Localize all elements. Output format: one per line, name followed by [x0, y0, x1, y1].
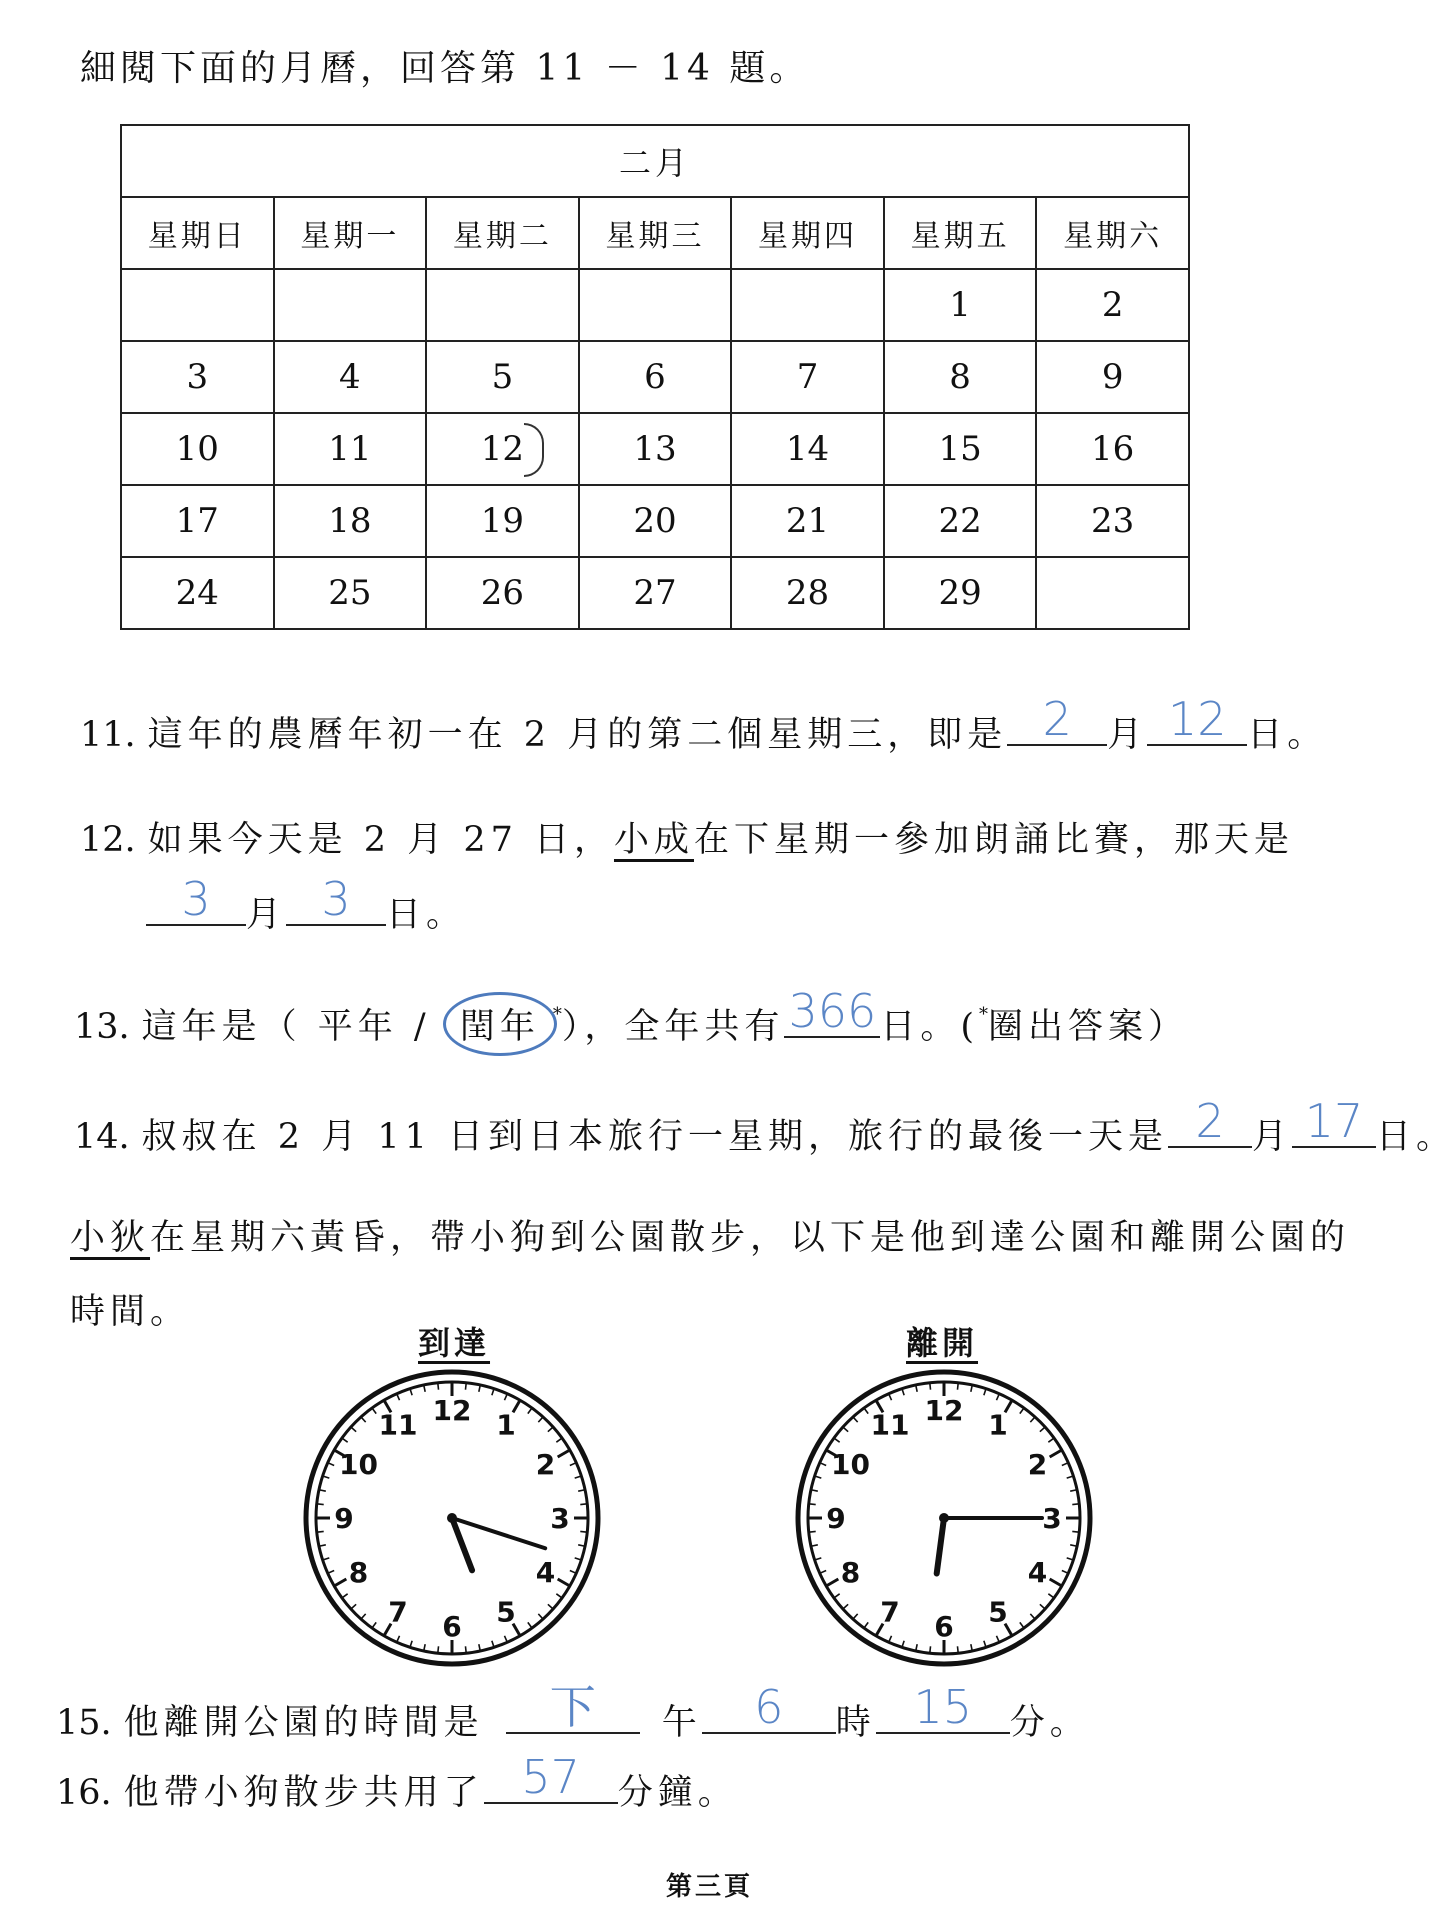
calendar-day: 9: [1036, 341, 1189, 413]
clock-numeral: 3: [550, 1502, 570, 1535]
answer-month: 2: [1042, 692, 1072, 746]
answer-blank[interactable]: [146, 872, 246, 926]
calendar-day: [426, 269, 579, 341]
clock-tick: [809, 1504, 816, 1505]
clock-center: [447, 1513, 457, 1523]
passage: [70, 1210, 1350, 1260]
answer-blank[interactable]: [286, 872, 386, 926]
unit-day: 日。: [1376, 1117, 1456, 1157]
clock-numeral: 12: [432, 1394, 472, 1427]
clock-numeral: 9: [826, 1502, 846, 1535]
question-14: [74, 1094, 1456, 1159]
answer-month: 2: [1195, 1094, 1225, 1148]
calendar-week: [121, 269, 1189, 341]
calendar-day: 24: [121, 557, 274, 629]
calendar-day: 29: [884, 557, 1037, 629]
calendar-day: 8: [884, 341, 1037, 413]
unit-hour: 時: [835, 1703, 876, 1743]
arrival-title: 到達: [418, 1324, 491, 1362]
calendar-week: [121, 485, 1189, 557]
calendar-week: [121, 413, 1189, 485]
calendar-day: 17: [121, 485, 274, 557]
clock-numeral: 6: [934, 1610, 954, 1643]
calendar-day: 5: [426, 341, 579, 413]
clock-tick: [317, 1531, 324, 1532]
calendar-day: 3: [121, 341, 274, 413]
clock-numeral: 10: [338, 1448, 378, 1481]
question-text: 這年是（ 平年 /: [141, 1007, 447, 1047]
unit-minutes: 分鐘。: [617, 1773, 738, 1813]
calendar-week: [121, 341, 1189, 413]
question-text: 叔叔在 2 月 11 日到日本旅行一星期，旅行的最後一天是: [141, 1117, 1168, 1157]
clock-numeral: 11: [378, 1408, 418, 1442]
answer-blank[interactable]: [784, 984, 880, 1038]
clock-center: [939, 1513, 949, 1523]
question-12: [80, 812, 1294, 862]
clock-numeral: 8: [840, 1556, 861, 1589]
clock-numeral: 5: [496, 1595, 516, 1629]
question-text: ），全年共有: [561, 1007, 785, 1047]
answer-blank[interactable]: [1292, 1094, 1376, 1148]
answer-period: 下: [549, 1680, 596, 1734]
clock-numeral: 9: [334, 1502, 354, 1535]
calendar-day: [579, 269, 732, 341]
clock-tick: [1072, 1504, 1079, 1505]
person-name: 小狄: [70, 1218, 151, 1258]
unit-day: 日。: [386, 895, 467, 935]
calendar-day: 27: [579, 557, 732, 629]
question-13: [74, 984, 1189, 1049]
calendar-day: [731, 269, 884, 341]
unit-day: 日。: [1247, 715, 1328, 755]
clock-numeral: 1: [988, 1408, 1008, 1442]
question-number: 13.: [74, 1007, 130, 1047]
calendar-day: 15: [884, 413, 1037, 485]
clock-tick: [1072, 1531, 1079, 1532]
answer-hour: 6: [754, 1680, 784, 1734]
calendar-day: 18: [274, 485, 427, 557]
weekday-header: 星期四: [731, 197, 884, 269]
clock-tick: [438, 1646, 439, 1653]
departure-clock: [794, 1368, 1094, 1668]
calendar-day: 13: [579, 413, 732, 485]
calendar-day: 20: [579, 485, 732, 557]
clock-numeral: 3: [1042, 1502, 1062, 1535]
calendar-week: [121, 557, 1189, 629]
unit-minute: 分。: [1009, 1703, 1090, 1743]
unit-month: 月: [1107, 715, 1148, 755]
calendar-day: 22: [884, 485, 1037, 557]
question-number: 11.: [80, 715, 136, 755]
clock-numeral: 6: [442, 1610, 462, 1643]
calendar-day: 1: [884, 269, 1037, 341]
question-text: 在下星期一參加朗誦比賽，那天是: [694, 820, 1295, 860]
clock-numeral: 12: [924, 1394, 964, 1427]
clock-tick: [317, 1504, 324, 1505]
passage-text: 在星期六黃昏，帶小狗到公園散步，以下是他到達公園和離開公園的: [150, 1218, 1351, 1258]
calendar-day-marked: [426, 413, 579, 485]
calendar-day: 19: [426, 485, 579, 557]
calendar-day: 23: [1036, 485, 1189, 557]
answer-days: 366: [788, 984, 877, 1038]
asterisk: *: [552, 1004, 562, 1025]
clock-numeral: 4: [535, 1556, 556, 1589]
clock-tick: [580, 1504, 587, 1505]
clock-numeral: 7: [880, 1595, 900, 1629]
question-text: 圈出答案）: [988, 1007, 1189, 1047]
answer-minute: 15: [913, 1680, 972, 1734]
calendar-day: 11: [274, 413, 427, 485]
calendar-day: 25: [274, 557, 427, 629]
question-number: 14.: [74, 1117, 130, 1157]
answer-blank[interactable]: [1147, 692, 1247, 746]
page-number: 第三頁: [666, 1872, 754, 1902]
clock-tick: [930, 1383, 931, 1390]
answer-day: 12: [1167, 692, 1227, 746]
question-text: 如果今天是 2 月 27 日，: [147, 820, 614, 860]
clock-tick: [930, 1646, 931, 1653]
answer-day: 17: [1304, 1094, 1364, 1148]
clock-tick: [809, 1531, 816, 1532]
answer-month: 3: [181, 872, 211, 926]
question-number: 15.: [56, 1703, 112, 1743]
unit-month: 月: [246, 895, 287, 935]
calendar-day: 10: [121, 413, 274, 485]
calendar-day-label: 12: [480, 429, 525, 469]
calendar-day: 14: [731, 413, 884, 485]
calendar-day: 7: [731, 341, 884, 413]
answer-blank[interactable]: [1007, 692, 1107, 746]
departure-title: 離開: [906, 1324, 979, 1362]
clock-numeral: 2: [535, 1448, 556, 1481]
question-11: [80, 692, 1328, 757]
answer-blank[interactable]: [506, 1680, 640, 1734]
clock-tick: [438, 1383, 439, 1390]
calendar-month-title: 二月: [121, 125, 1189, 197]
instructions: 細閱下面的月曆，回答第 11 － 14 題。: [80, 48, 810, 89]
question-16: [56, 1750, 738, 1815]
asterisk: *: [979, 1004, 989, 1025]
calendar-day: [1036, 557, 1189, 629]
answer-blank[interactable]: [876, 1680, 1010, 1734]
weekday-header: 星期一: [274, 197, 427, 269]
clock-numeral: 5: [988, 1595, 1008, 1629]
clock-numeral: 1: [496, 1408, 516, 1442]
clock-face: [302, 1368, 602, 1668]
answer-day: 3: [321, 872, 351, 926]
clock-tick: [465, 1646, 466, 1653]
unit-period: 午: [661, 1703, 702, 1743]
calendar-day: 26: [426, 557, 579, 629]
clock-numeral: 4: [1027, 1556, 1048, 1589]
february-calendar: [120, 124, 1190, 630]
calendar-day: 21: [731, 485, 884, 557]
weekday-header: 星期五: [884, 197, 1037, 269]
answer-blank[interactable]: [484, 1750, 618, 1804]
clock-numeral: 8: [348, 1556, 369, 1589]
pencil-mark: [524, 423, 544, 477]
clock-numeral: 2: [1027, 1448, 1048, 1481]
question-15: [56, 1680, 1090, 1745]
arrival-clock: [302, 1368, 602, 1668]
clock-numeral: 10: [830, 1448, 870, 1481]
answer-minutes: 57: [521, 1750, 580, 1804]
clock-numeral: 11: [870, 1408, 910, 1442]
passage-line-2: 時間。: [70, 1292, 191, 1332]
question-text: 這年的農曆年初一在 2 月的第二個星期三，即是: [147, 715, 1008, 755]
question-number: 16.: [56, 1773, 112, 1813]
calendar-day: 6: [579, 341, 732, 413]
clock-tick: [465, 1383, 466, 1390]
circled-option[interactable]: 閏年: [443, 992, 557, 1056]
answer-blank[interactable]: [702, 1680, 836, 1734]
calendar-day: 2: [1036, 269, 1189, 341]
calendar-day: [121, 269, 274, 341]
calendar-day: 28: [731, 557, 884, 629]
question-text: 日。(: [880, 1007, 980, 1047]
clock-tick: [957, 1383, 958, 1390]
question-text: 他離開公園的時間是: [123, 1703, 484, 1743]
calendar-day: 16: [1036, 413, 1189, 485]
question-number: 12.: [80, 820, 136, 860]
unit-month: 月: [1251, 1117, 1292, 1157]
person-name: 小成: [613, 820, 694, 860]
calendar-day: 4: [274, 341, 427, 413]
weekday-header: 星期日: [121, 197, 274, 269]
question-12-answer-line: [146, 872, 467, 937]
clock-numeral: 7: [388, 1595, 408, 1629]
answer-blank[interactable]: [1168, 1094, 1252, 1148]
clock-tick: [580, 1531, 587, 1532]
question-text: 他帶小狗散步共用了: [123, 1773, 484, 1813]
weekday-header: 星期六: [1036, 197, 1189, 269]
clock-face: [794, 1368, 1094, 1668]
clock-tick: [957, 1646, 958, 1653]
weekday-header: 星期二: [426, 197, 579, 269]
weekday-header: 星期三: [579, 197, 732, 269]
calendar-day: [274, 269, 427, 341]
